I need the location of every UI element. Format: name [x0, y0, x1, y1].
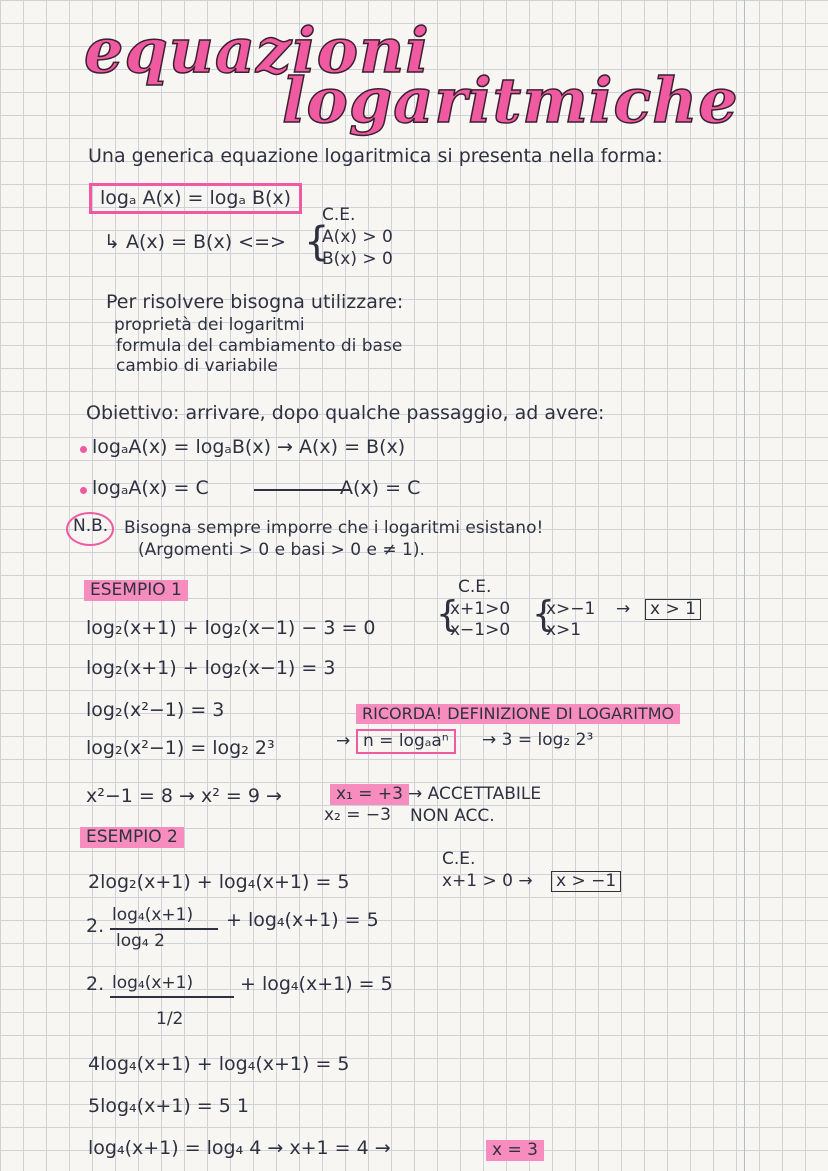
ex1-solve: x²−1 = 8 → x² = 9 →: [86, 785, 282, 807]
nb-line-1: Bisogna sempre imporre che i logaritmi esistano!: [124, 518, 544, 538]
ex2-step-2-numerator: log₄(x+1): [112, 905, 194, 925]
ex1-step: log₂(x²−1) = 3: [86, 699, 225, 721]
ex1-ce-result-2: x>1: [546, 620, 582, 640]
nb-line-2: (Argomenti > 0 e basi > 0 e ≠ 1).: [138, 540, 425, 560]
ex1-ce-brace: {: [436, 594, 459, 635]
ce-brace: {: [304, 219, 330, 265]
ex2-ce-label: C.E.: [442, 849, 476, 869]
ex1-solution-1-note: → ACCETTABILE: [408, 784, 542, 804]
ex1-ce-line-1: x+1>0: [450, 599, 511, 619]
intro-text: Una generica equazione logaritmica si presenta nella forma:: [88, 145, 663, 167]
ex2-step-5: 5log₄(x+1) = 5 1: [88, 1095, 249, 1117]
ex2-step-3-denominator: 1/2: [156, 1009, 184, 1029]
definition-result: → 3 = log₂ 2³: [482, 730, 594, 750]
target-1: logₐA(x) = logₐB(x) → A(x) = B(x): [92, 436, 406, 458]
ex1-ce-label: C.E.: [458, 577, 492, 597]
ex1-step: log₂(x+1) + log₂(x−1) = 3: [86, 657, 336, 679]
methods-intro: Per risolvere bisogna utilizzare:: [106, 291, 404, 313]
objective-text: Obiettivo: arrivare, dopo qualche passaggio, ad avere:: [86, 402, 605, 424]
method-item: cambio di variabile: [116, 356, 278, 376]
fraction-bar: [110, 996, 234, 998]
ex2-step-4: 4log₄(x+1) + log₄(x+1) = 5: [88, 1053, 350, 1075]
ex1-solution-2: x₂ = −3: [324, 805, 391, 825]
title-line-1: equazioni: [84, 14, 430, 87]
target-2-result: A(x) = C: [340, 477, 421, 499]
ex2-step-2-denominator: log₄ 2: [116, 931, 165, 951]
arrow: →: [616, 599, 631, 619]
equivalence: ↳ A(x) = B(x) <=>: [104, 231, 286, 253]
target-2: logₐA(x) = C: [92, 477, 209, 499]
ex2-step-6: log₄(x+1) = log₄ 4 → x+1 = 4 →: [88, 1137, 391, 1159]
ex2-step-3-rest: + log₄(x+1) = 5: [240, 973, 393, 995]
method-item: formula del cambiamento di base: [116, 336, 403, 356]
example-1-heading: ESEMPIO 1: [84, 580, 188, 601]
ex2-ce-final: x > −1: [552, 872, 620, 891]
margin-line: [744, 0, 745, 1171]
arrow: →: [336, 731, 351, 751]
ex1-solution-1: x₁ = +3: [330, 784, 409, 805]
ex1-solution-2-note: NON ACC.: [410, 806, 495, 826]
nb-label: N.B.: [73, 516, 109, 536]
ex1-ce-result-1: x>−1: [546, 599, 596, 619]
arrow-line: [254, 489, 350, 491]
ex1-ce-line-2: x−1>0: [450, 620, 511, 640]
example-2-heading: ESEMPIO 2: [80, 827, 184, 848]
fraction-bar: [110, 928, 218, 930]
ex1-step: log₂(x²−1) = log₂ 2³: [86, 737, 275, 759]
ce-condition-a: A(x) > 0: [322, 227, 393, 247]
ex2-step-1: 2log₂(x+1) + log₄(x+1) = 5: [88, 871, 350, 893]
general-form: logₐ A(x) = logₐ B(x): [92, 186, 299, 211]
ex2-step-2-rest: + log₄(x+1) = 5: [226, 909, 379, 931]
bullet-dot: [80, 487, 87, 494]
ex2-step-3-prefix: 2.: [86, 973, 105, 995]
ricorda-heading: RICORDA! DEFINIZIONE DI LOGARITMO: [356, 704, 680, 724]
ex1-step: log₂(x+1) + log₂(x−1) − 3 = 0: [86, 617, 376, 639]
ex2-ce-line: x+1 > 0 →: [442, 871, 533, 891]
ex2-step-2-prefix: 2.: [86, 915, 105, 937]
ex1-ce-final: x > 1: [646, 600, 700, 619]
ex1-ce-brace-2: {: [532, 594, 555, 635]
method-item: proprietà dei logaritmi: [114, 315, 305, 335]
title-line-2: logaritmiche: [282, 64, 739, 137]
ex2-final-result: x = 3: [486, 1140, 544, 1161]
bullet-dot: [80, 446, 87, 453]
ce-label: C.E.: [322, 205, 356, 225]
ex2-step-3-numerator: log₄(x+1): [112, 973, 194, 993]
logarithm-definition: n = logₐaⁿ: [358, 731, 454, 752]
ce-condition-b: B(x) > 0: [322, 249, 393, 269]
